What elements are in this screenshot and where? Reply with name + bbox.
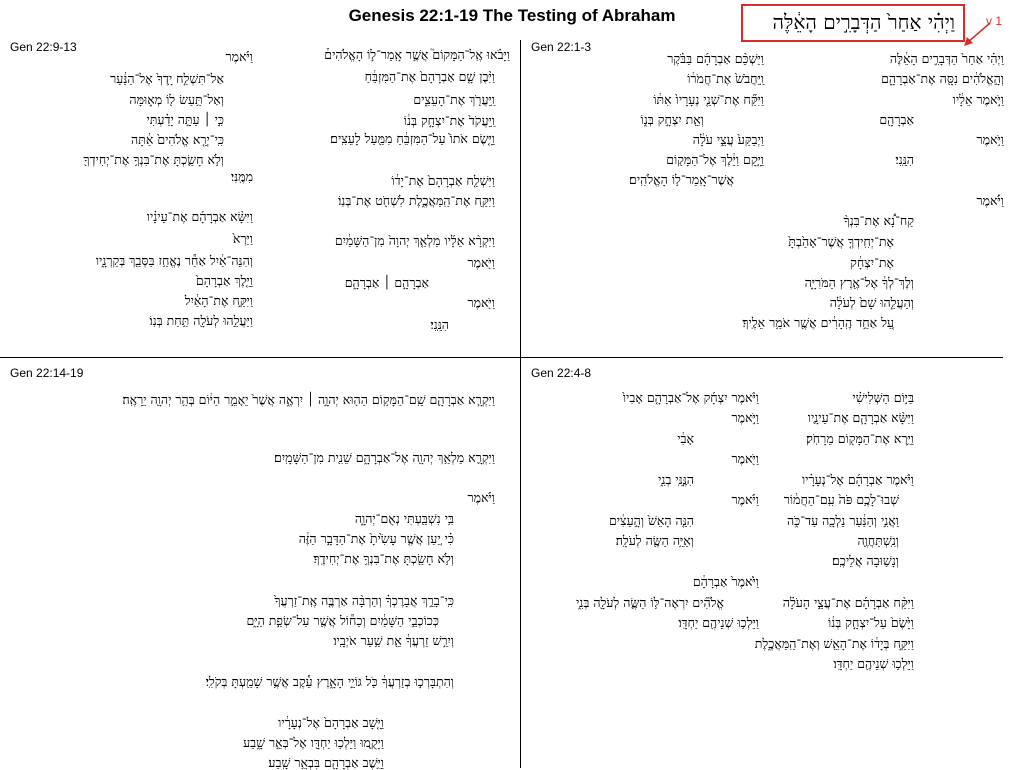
verse-line: הִנֵּֽנִי׃ xyxy=(430,317,449,332)
verse-line: וַיֵּלְכ֥וּ שְׁנֵיהֶ֖ם יַחְדָּֽו׃ xyxy=(678,615,759,630)
verse-line: וַיִּקְרָ֧א אַבְרָהָ֛ם שֵֽׁם־הַמָּק֥וֹם הַה֖וּא יְהוָ֣ה ׀ יִרְאֶ֑ה אֲשֶׁר֙ יֵאָמֵ֣ר הַיּ֔וֹם בְּהַ֥ר יְהוָ֖ה יֵרָאֶֽה׃ xyxy=(122,392,495,407)
verse-line: כְּכוֹכְבֵ֣י הַשָּׁמַ֔יִם וְכַח֕וֹל אֲשֶׁ֖ר עַל־שְׂפַ֣ת הַיָּ֑ם xyxy=(246,613,439,628)
verse-line: וַיֵּ֤לֶךְ אַבְרָהָם֙ xyxy=(195,273,253,288)
section-ref: Gen 22:1-3 xyxy=(531,40,592,54)
verse-line: קַח־נָ֠א אֶת־בִּנְךָ֨ xyxy=(843,213,914,228)
verse-line: וְהִנֵּה־אַ֔יִל אַחַ֕ר נֶאֱחַ֥ז בַּסְּבַ֖ךְ בְּקַרְנָ֑יו xyxy=(95,253,253,268)
verse-line: אֶת־יִצְחָ֔ק xyxy=(850,255,894,270)
verse-line: וַיָּ֣קָם וַיֵּ֔לֶךְ אֶל־הַמָּק֖וֹם xyxy=(666,152,764,167)
verse-line: וַיֹּ֣אמֶר אֵלָ֔יו xyxy=(952,92,1004,107)
verse-line: וְנִֽשְׁתַּחֲוֶ֖ה xyxy=(857,533,899,548)
verse-line: וַיִּקְרָ֨א אֵלָ֜יו מַלְאַ֤ךְ יְהוָה֙ מִן־הַשָּׁמַ֔יִם xyxy=(334,233,495,248)
verse-line: וַיֵּ֥שֶׁב אַבְרָהָ֖ם בִּבְאֵ֥ר שָֽׁבַע׃ xyxy=(268,755,384,770)
verse-line: וַיָּ֤שֶׂם אֹתוֹ֙ עַל־הַמִּזְבֵּ֔חַ מִמַּ֖עַל לָעֵצִֽים׃ xyxy=(330,131,495,146)
section-ref: Gen 22:9-13 xyxy=(10,40,77,54)
verse-line: בַּיּ֣וֹם הַשְּׁלִישִׁ֗י xyxy=(852,390,914,405)
verse-line: וַיֹּ֨אמֶר אַבְרָהָ֜ם אֶל־נְעָרָ֗יו xyxy=(801,472,914,487)
section-ref: Gen 22:4-8 xyxy=(531,366,592,380)
verse-line: וַיֹּ֡אמֶר xyxy=(976,193,1004,208)
verse-line: וַיַּרְא֙ xyxy=(232,231,253,246)
verse-line: וַיֹּ֨אמֶר יִצְחָ֜ק אֶל־אַבְרָהָ֤ם אָבִיו֙ xyxy=(622,390,759,405)
verse-line: אַבְרָהָ֣ם ׀ אַבְרָהָ֑ם xyxy=(344,275,429,290)
verse-line: וַיִּקַּ֨ח אַבְרָהָ֜ם אֶת־עֲצֵ֣י הָעֹלָ֗ה xyxy=(782,595,914,610)
verse-line: אֲשֶׁר־אָֽמַר־ל֥וֹ הָאֱלֹהִֽים׃ xyxy=(629,172,734,187)
verse-line: וְלֶךְ־לְךָ֔ אֶל־אֶ֖רֶץ הַמֹּרִיָּ֑ה xyxy=(804,275,914,290)
verse-line: וַאֲנִ֣י וְהַנַּ֔עַר נֵלְכָ֖ה עַד־כֹּ֑ה xyxy=(786,513,899,528)
verse-line: הִנֶּ֣נִּֽי בְנִ֑י xyxy=(658,472,694,487)
verse-line: וַֽיַּעֲרֹ֖ךְ אֶת־הָעֵצִ֑ים xyxy=(413,92,495,107)
verse-line: וַיֹּ֗אמֶר xyxy=(225,49,253,64)
verse-line: וַיַּ֥רְא אֶת־הַמָּק֖וֹם מֵרָחֹֽק׃ xyxy=(806,431,914,446)
verse-line: וַיָּ֙שֶׂם֙ עַל־יִצְחָ֣ק בְּנ֔וֹ xyxy=(828,615,914,630)
verse-line: וְהִתְבָּרְכ֣וּ בְזַרְעֲךָ֔ כֹּ֖ל גּוֹיֵ֣י הָאָ֑רֶץ עֵ֕קֶב אֲשֶׁ֥ר שָׁמַ֖עְתָּ בְּקֹלִֽי׃ xyxy=(205,674,454,689)
verse-line: כִּ֣י ׀ עַתָּ֣ה יָדַ֗עְתִּי xyxy=(146,112,224,127)
verse-line: וַיִּקְרָ֛א מַלְאַ֥ךְ יְהוָ֖ה אֶל־אַבְרָהָ֑ם שֵׁנִ֖ית מִן־הַשָּׁמָֽיִם׃ xyxy=(274,450,495,465)
verse-line: וַיִּקַּ֞ח אֶת־שְׁנֵ֤י נְעָרָיו֙ אִתּ֔וֹ xyxy=(653,92,764,107)
verse-line: שְׁבוּ־לָכֶ֥ם פֹּה֙ עִֽם־הַחֲמ֔וֹר xyxy=(783,492,899,507)
verse-line: וַיְהִ֗י אַחַר֙ הַדְּבָרִ֣ים הָאֵ֔לֶּה xyxy=(889,51,1004,66)
verse-callout: וַיְהִ֗י אַחַר֙ הַדְּבָרִ֣ים הָאֵ֔לֶּה xyxy=(741,4,965,42)
verse-line: וַיִּ֨בֶן שָׁ֤ם אַבְרָהָם֙ אֶת־הַמִּזְבֵּ֔חַ xyxy=(364,69,495,84)
verse-line: כִּ֗י יַ֚עַן אֲשֶׁ֤ר עָשִׂ֙יתָ֙ אֶת־הַדָּבָ֣ר הַזֶּ֔ה xyxy=(298,531,454,546)
verse-line: וְאֵ֖ת יִצְחָ֣ק בְּנ֑וֹ xyxy=(640,112,704,127)
verse-line: וַֽיַּעֲקֹד֙ אֶת־יִצְחָ֣ק בְּנ֔וֹ xyxy=(403,113,495,128)
verse-line: אָבִ֔י xyxy=(677,431,694,446)
verse-line: אַל־תִּשְׁלַ֤ח יָֽדְךָ֙ אֶל־הַנַּ֔עַר xyxy=(110,71,224,86)
verse-line: מִמֶּֽנִּי׃ xyxy=(230,169,253,184)
verse-line: וַיֹּ֖אמֶר xyxy=(467,255,495,270)
verse-line: וְהַעֲלֵ֤הוּ שָׁם֙ לְעֹלָ֔ה xyxy=(829,295,914,310)
verse-line: וַיֹּ֙אמֶר֙ אַבְרָהָ֔ם xyxy=(692,574,759,589)
verse-line: וַיֹּ֖אמֶר xyxy=(467,295,495,310)
verse-line: וַיֹּ֗אמֶר xyxy=(731,492,759,507)
verse-line: אֶת־יְחִֽידְךָ֤ אֲשֶׁר־אָהַ֙בְתָּ֙ xyxy=(788,234,894,249)
verse-line: וַֽיַּחֲבֹשׁ֙ אֶת־חֲמֹר֔וֹ xyxy=(687,71,764,86)
verse-line: וַיָּקֻ֛מוּ וַיֵּלְכ֥וּ יַחְדָּ֖ו אֶל־בְּאֵ֣ר שָׁ֑בַע xyxy=(243,735,384,750)
verse-line: כִּֽי־בָרֵ֣ךְ אֲבָרֶכְךָ֗ וְהַרְבָּ֨ה אַרְבֶּ֤ה אֶֽת־זַרְעֲךָ֙ xyxy=(274,593,454,608)
verse-line: וְאַיֵּ֥ה הַשֶּׂ֖ה לְעֹלָֽה׃ xyxy=(615,533,694,548)
verse-line: וַיִּקַּ֣ח בְּיָד֔וֹ אֶת־הָאֵ֖שׁ וְאֶת־הַֽמַּאֲכֶ֑לֶת xyxy=(754,636,914,651)
verse-line: וַיָּבֹ֗אוּ אֶֽל־הַמָּקוֹם֮ אֲשֶׁ֣ר אָֽמַר־ל֣וֹ הָאֱלֹהִים֒ xyxy=(324,47,510,62)
verse-line: הִנֵּֽנִי׃ xyxy=(895,152,914,167)
row-divider xyxy=(0,357,1003,358)
verse-line: וַיִּשְׁלַ֤ח אַבְרָהָם֙ אֶת־יָד֔וֹ xyxy=(391,173,495,188)
verse-line: וְהָ֣אֱלֹהִ֔ים נִסָּ֖ה אֶת־אַבְרָהָ֑ם xyxy=(881,71,1004,86)
verse-line: וַיֹּ֖אמֶר xyxy=(731,451,759,466)
verse-line: וְנָשׁ֥וּבָה אֲלֵיכֶֽם׃ xyxy=(831,553,899,568)
verse-line: אַבְרָהָ֖ם xyxy=(879,112,914,127)
verse-line: וְיִרַ֣שׁ זַרְעֲךָ֔ אֵ֖ת שַׁ֥עַר אֹיְבָֽיו׃ xyxy=(333,633,454,648)
verse-label: v 1 xyxy=(986,14,1003,28)
verse-line: וַיֹּ֗אמֶר xyxy=(467,490,495,505)
verse-line: וַיֹּ֣אמֶר xyxy=(731,410,759,425)
section-ref: Gen 22:14-19 xyxy=(10,366,84,380)
verse-line: אֱלֹהִ֞ים יִרְאֶה־לּ֥וֹ הַשֶּׂ֛ה לְעֹלָ֖ה בְּנִ֑י xyxy=(575,595,724,610)
verse-line: כִּֽי־יְרֵ֤א אֱלֹהִים֙ אַ֔תָּה xyxy=(131,132,224,147)
page-title: Genesis 22:1-19 The Testing of Abraham xyxy=(348,6,676,25)
verse-line: וַיִּקַּ֣ח אֶת־הָאַ֔יִל xyxy=(184,293,253,308)
verse-line: עַ֚ל אַחַ֣ד הֶֽהָרִ֔ים אֲשֶׁ֖ר אֹמַ֥ר אֵלֶֽיךָ׃ xyxy=(742,315,894,330)
verse-line: וַיְבַקַּע֙ עֲצֵ֣י עֹלָ֔ה xyxy=(692,132,764,147)
verse-line: וְלֹ֥א חָשַׂ֛כְתָּ אֶת־בִּנְךָ֥ אֶת־יְחִידְךָ֖ xyxy=(83,152,224,167)
verse-line: וַיִּשָּׂ֨א אַבְרָהָ֜ם אֶת־עֵינָ֗יו xyxy=(146,209,253,224)
verse-line: וַיֹּ֥אמֶר xyxy=(976,132,1004,147)
verse-line: וַיָּ֤שָׁב אַבְרָהָם֙ אֶל־נְעָרָ֔יו xyxy=(278,715,384,730)
verse-line: וַיִּקַּ֖ח אֶת־הַֽמַּאֲכֶ֑לֶת לִשְׁחֹ֖ט אֶת־בְּנֽוֹ׃ xyxy=(338,193,495,208)
verse-line: וַיֵּלְכ֥וּ שְׁנֵיהֶ֖ם יַחְדָּֽו׃ xyxy=(833,656,914,671)
verse-line: וְאַל־תַּ֥עַשׂ ל֖וֹ מְא֑וּמָּה xyxy=(129,92,224,107)
verse-line: בִּ֥י נִשְׁבַּ֖עְתִּי נְאֻם־יְהוָ֑ה xyxy=(354,511,454,526)
column-divider xyxy=(520,40,521,768)
verse-line: הִנֵּ֤ה הָאֵשׁ֙ וְהָ֣עֵצִ֔ים xyxy=(608,513,694,528)
verse-line: וַיַּעֲלֵ֥הוּ לְעֹלָ֖ה תַּ֥חַת בְּנֽוֹ׃ xyxy=(149,313,253,328)
verse-line: וְלֹ֥א חָשַׂ֖כְתָּ אֶת־בִּנְךָ֥ אֶת־יְחִידֶֽךָ׃ xyxy=(313,551,454,566)
verse-line: וַיַּשְׁכֵּ֨ם אַבְרָהָ֜ם בַּבֹּ֗קֶר xyxy=(667,51,764,66)
verse-line: וַיִּשָּׂ֨א אַבְרָהָ֧ם אֶת־עֵינָ֛יו xyxy=(807,410,914,425)
